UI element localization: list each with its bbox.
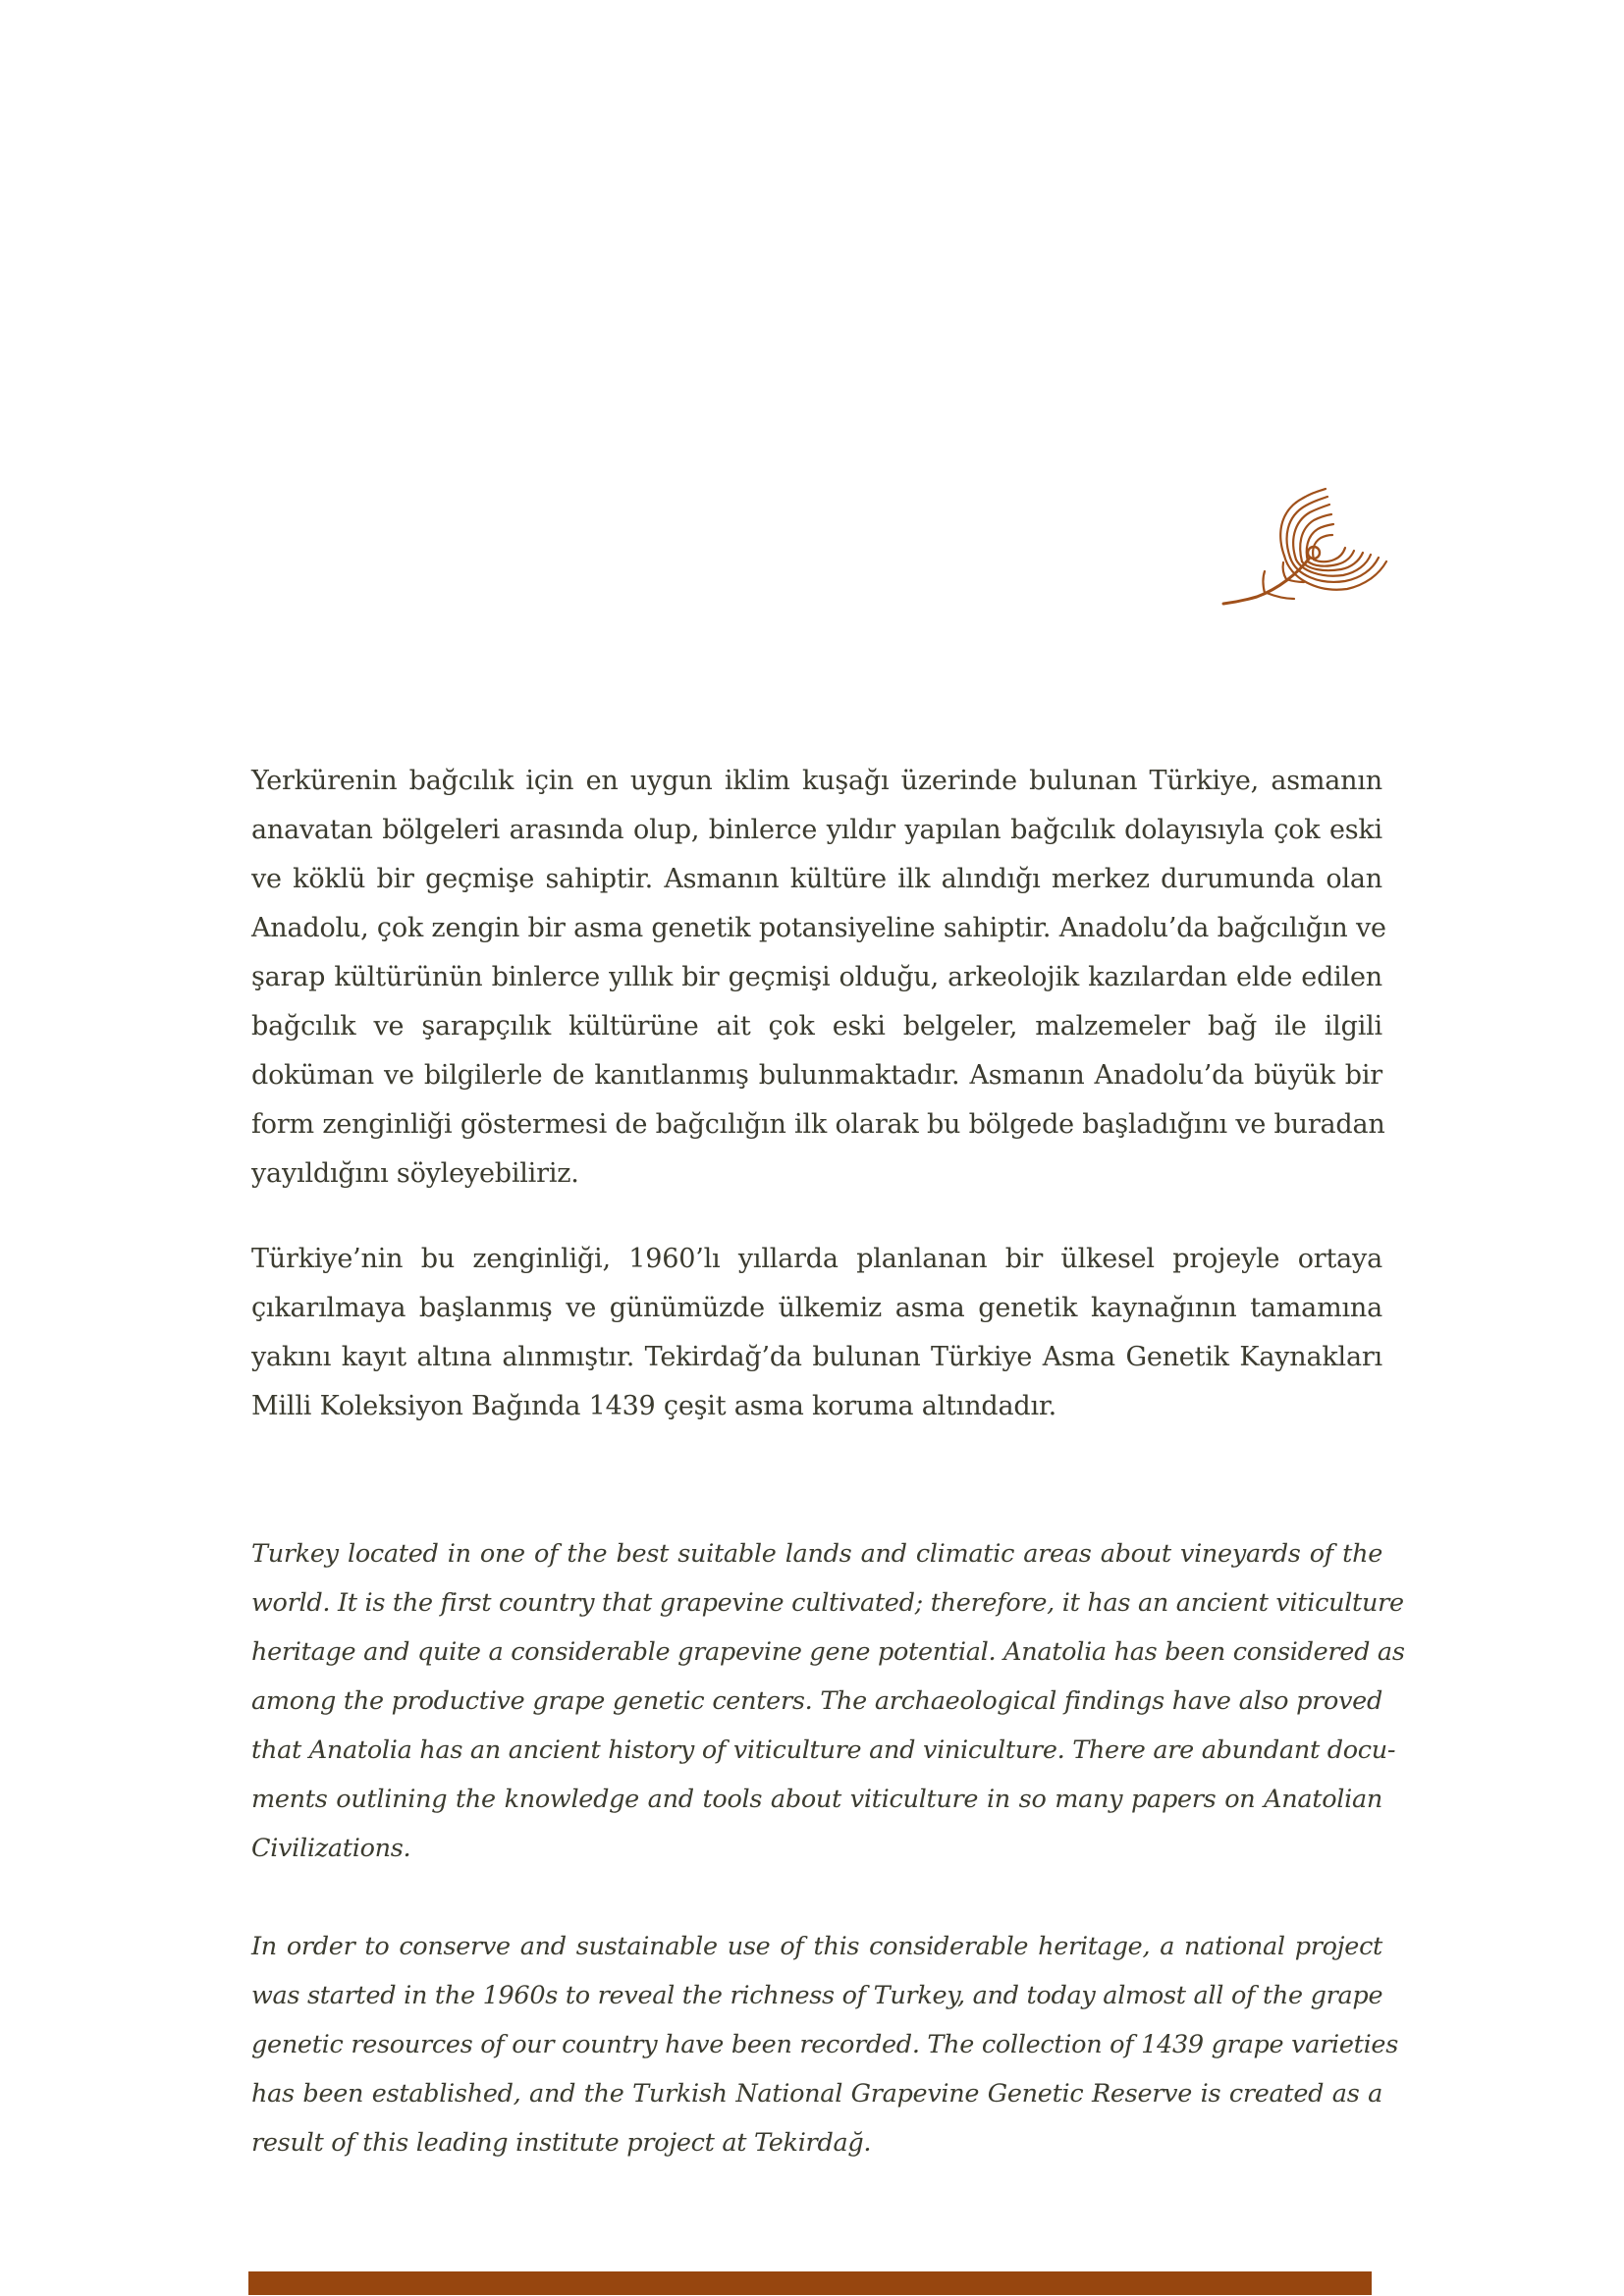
english-paragraph-1 bbox=[251, 1529, 1405, 1873]
text-line: şarap kültürünün binlerce yıllık bir geçmişi olduğu, arkeolojik kazılardan elde edilen bbox=[251, 962, 1382, 992]
text-line: bağcılık ve şarapçılık kültürüne ait çok eski belgeler, malzemeler bağ ile ilgili bbox=[251, 1011, 1382, 1041]
turkish-paragraph-2 bbox=[251, 1235, 1382, 1431]
text-line: result of this leading institute project at Tekirdağ. bbox=[251, 2128, 872, 2158]
grapevine-leaf-icon bbox=[1221, 483, 1390, 609]
text-line: form zenginliği göstermesi de bağcılığın ilk olarak bu bölgede başladığını ve buradan bbox=[251, 1109, 1385, 1140]
text-line: ments outlining the knowledge and tools about viticulture in so many papers on Anatolian bbox=[251, 1785, 1382, 1814]
text-line: ve köklü bir geçmişe sahiptir. Asmanın kültüre ilk alındığı merkez durumunda olan bbox=[251, 864, 1382, 894]
english-paragraph-2 bbox=[251, 1922, 1399, 2167]
text-line: Yerkürenin bağcılık için en uygun iklim kuşağı üzerinde bulunan Türkiye, asmanın bbox=[251, 766, 1382, 796]
text-line: doküman ve bilgilerle de kanıtlanmış bulunmaktadır. Asmanın Anadolu’da büyük bir bbox=[251, 1060, 1382, 1091]
text-line: was started in the 1960s to reveal the richness of Turkey, and today almost all of the grape bbox=[251, 1981, 1383, 2010]
text-line: Civilizations. bbox=[251, 1834, 411, 1863]
text-line: In order to conserve and sustainable use of this considerable heritage, a national project bbox=[251, 1932, 1382, 1961]
text-line: çıkarılmaya başlanmış ve günümüzde ülkemiz asma genetik kaynağının tamamına bbox=[251, 1293, 1382, 1323]
text-line: Anadolu, çok zengin bir asma genetik potansiyeline sahiptir. Anadolu’da bağcılığın ve bbox=[251, 913, 1386, 943]
text-line: world. It is the first country that grapevine cultivated; therefore, it has an ancient viticulture bbox=[251, 1588, 1404, 1618]
footer-accent-bar bbox=[248, 2271, 1372, 2295]
text-line: yakını kayıt altına alınmıştır. Tekirdağ’da bulunan Türkiye Asma Genetik Kaynakları bbox=[251, 1342, 1382, 1372]
text-line: Türkiye’nin bu zenginliği, 1960’lı yıllarda planlanan bir ülkesel projeyle ortaya bbox=[251, 1244, 1382, 1274]
text-line: Milli Koleksiyon Bağında 1439 çeşit asma koruma altındadır. bbox=[251, 1391, 1057, 1421]
text-line: has been established, and the Turkish National Grapevine Genetic Reserve is created as a bbox=[251, 2079, 1382, 2109]
text-line: yayıldığını söyleyebiliriz. bbox=[251, 1158, 579, 1189]
turkish-paragraph-1 bbox=[251, 757, 1386, 1199]
text-line: Turkey located in one of the best suitable lands and climatic areas about vineyards of the bbox=[251, 1539, 1382, 1569]
text-line: anavatan bölgeleri arasında olup, binlerce yıldır yapılan bağcılık dolayısıyla çok eski bbox=[251, 815, 1382, 845]
text-line: heritage and quite a considerable grapevine gene potential. Anatolia has been considered as bbox=[251, 1637, 1405, 1667]
text-line: that Anatolia has an ancient history of viticulture and viniculture. There are abundant docu- bbox=[251, 1735, 1396, 1765]
text-line: among the productive grape genetic centers. The archaeological findings have also proved bbox=[251, 1686, 1382, 1716]
text-line: genetic resources of our country have been recorded. The collection of 1439 grape varieties bbox=[251, 2030, 1399, 2059]
